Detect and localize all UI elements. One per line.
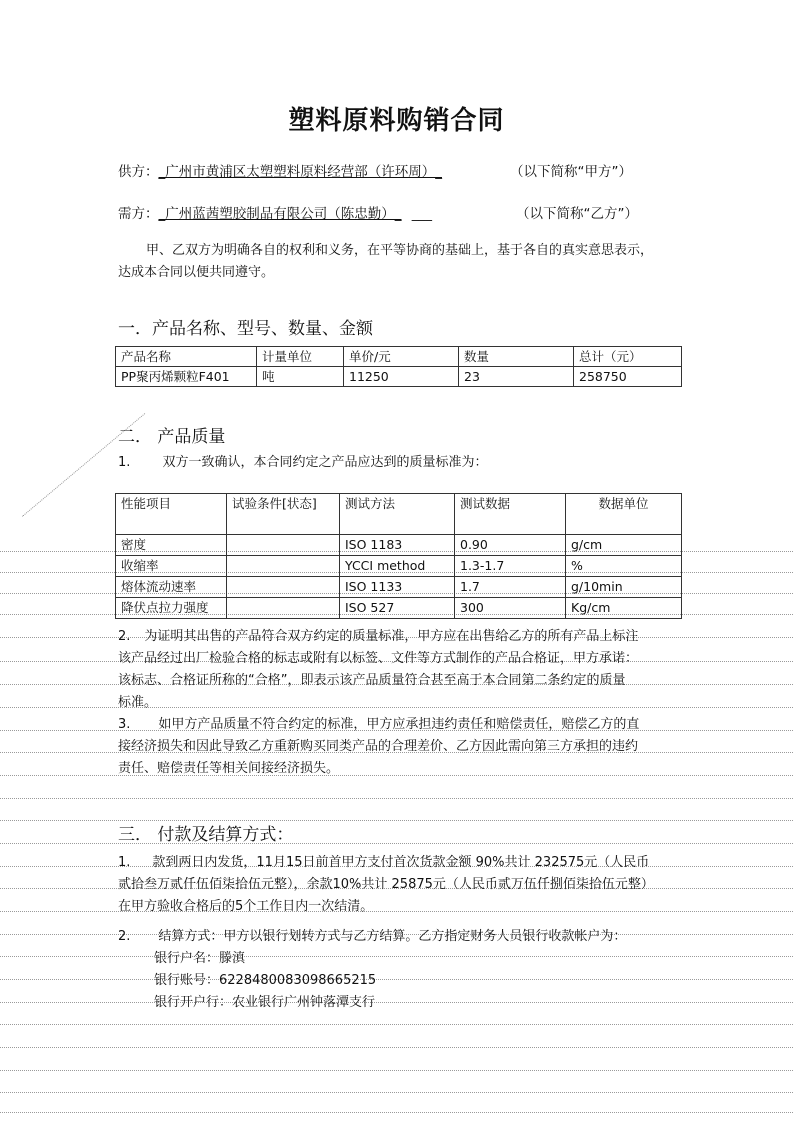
- header-cell: 测试数据: [455, 494, 566, 535]
- contract-title: 塑料原料购销合同: [288, 106, 505, 136]
- header-cell: 产品名称: [116, 347, 257, 367]
- table-cell: 300: [455, 598, 566, 619]
- table-row: [116, 367, 682, 387]
- section-2-heading: 二． 产品质量: [118, 427, 226, 447]
- quality-table: [115, 493, 682, 619]
- buyer-blank: ___: [411, 206, 433, 222]
- dotted-guide: [0, 798, 793, 799]
- header-cell: 测试方法: [340, 494, 455, 535]
- table-cell: [227, 535, 340, 556]
- table-row: [116, 577, 682, 598]
- dotted-guide: [0, 1070, 793, 1071]
- item-text-line: 款到两日内发货，11月15日前首甲方支付首次货款金额 90%共计 232575元（人民币: [152, 855, 650, 870]
- item-number: 2.: [118, 629, 131, 644]
- item-number: 2.: [118, 929, 131, 944]
- quality-item-3: [118, 714, 678, 780]
- section-3-heading: 三． 付款及结算方式：: [118, 825, 294, 845]
- table-cell: ISO 527: [340, 598, 455, 619]
- table-cell: 降伏点拉力强度: [116, 598, 227, 619]
- dotted-guide: [0, 1092, 793, 1093]
- item-text-line: 责任、赔偿责任等相关间接经济损失。: [118, 761, 340, 776]
- item-number: 1.: [118, 455, 131, 470]
- table-row: [116, 598, 682, 619]
- header-cell: 性能项目: [116, 494, 227, 535]
- bank-branch: 银行开户行：农业银行广州钟落潭支行: [154, 995, 376, 1010]
- table-cell: 0.90: [455, 535, 566, 556]
- table-cell: YCCI method: [340, 556, 455, 577]
- table-row: [116, 535, 682, 556]
- table-cell: 熔体流动速率: [116, 577, 227, 598]
- supplier-alias: （以下简称“甲方”）: [510, 164, 632, 180]
- item-number: 3.: [118, 717, 131, 732]
- dotted-guide: [0, 1047, 793, 1048]
- header-cell: 数据单位: [566, 494, 682, 535]
- table-cell: 11250: [344, 367, 459, 387]
- buyer-name: _广州蓝茜塑胶制品有限公司（陈忠勤）_: [158, 206, 402, 222]
- table-cell: 吨: [257, 367, 344, 387]
- table-cell: ISO 1133: [340, 577, 455, 598]
- payment-item-1: [118, 852, 678, 918]
- bank-account-name: 银行户名：滕滇: [154, 951, 246, 966]
- table-cell: [227, 556, 340, 577]
- table-cell: g/cm: [566, 535, 682, 556]
- intro-line-1: 甲、乙双方为明确各自的权利和义务，在平等协商的基础上，基于各自的真实意思表示，: [146, 243, 654, 258]
- table-cell: [227, 598, 340, 619]
- section-1-heading: 一．产品名称、型号、数量、金额: [118, 319, 373, 339]
- table-cell: ISO 1183: [340, 535, 455, 556]
- header-cell: 总计（元）: [574, 347, 682, 367]
- table-cell: 收缩率: [116, 556, 227, 577]
- header-cell: 单价/元: [344, 347, 459, 367]
- item-text-line: 贰拾叁万贰仟伍佰柒拾伍元整），余款10%共计 25875元（人民币贰万伍仟捌佰柒拾伍元整）: [118, 877, 654, 892]
- table-row: [116, 556, 682, 577]
- supplier-line: [118, 160, 442, 180]
- dotted-guide: [0, 1024, 793, 1025]
- table-cell: 23: [459, 367, 574, 387]
- quality-item-2: [118, 626, 678, 714]
- table-cell: [227, 577, 340, 598]
- dotted-guide: [0, 1112, 793, 1113]
- item-text-line: 为证明其出售的产品符合双方约定的质量标准，甲方应在出售给乙方的所有产品上标注: [144, 629, 639, 644]
- buyer-alias: （以下简称“乙方”）: [516, 206, 638, 222]
- item-text-line: 接经济损失和因此导致乙方重新购买同类产品的合理差价、乙方因此需向第三方承担的违约: [118, 739, 639, 754]
- payment-item-2: [118, 926, 678, 1014]
- intro-line-2: 达成本合同以便共同遵守。: [118, 265, 275, 280]
- table-cell: 1.7: [455, 577, 566, 598]
- product-table: [115, 346, 682, 387]
- table-cell: 258750: [574, 367, 682, 387]
- item-text: 结算方式：甲方以银行划转方式与乙方结算。乙方指定财务人员银行收款帐户为：: [158, 929, 627, 944]
- quality-item-1: [118, 452, 488, 474]
- supplier-name: _广州市黄浦区太塑塑料原料经营部（许环周）_: [158, 164, 442, 180]
- item-text-line: 该标志、合格证所称的“合格”，即表示该产品质量符合甚至高于本合同第二条约定的质量: [118, 673, 626, 688]
- item-text-line: 该产品经过出厂检验合格的标志或附有以标签、文件等方式制作的产品合格证，甲方承诺：: [118, 651, 639, 666]
- table-header-row: [116, 494, 682, 535]
- header-cell: 计量单位: [257, 347, 344, 367]
- item-text-line: 在甲方验收合格后的5个工作日内一次结清。: [118, 899, 374, 914]
- table-cell: %: [566, 556, 682, 577]
- header-cell: 试验条件[状态]: [227, 494, 340, 535]
- table-cell: PP聚丙烯颗粒F401: [116, 367, 257, 387]
- item-text: 双方一致确认，本合同约定之产品应达到的质量标准为：: [162, 455, 488, 470]
- table-header-row: [116, 347, 682, 367]
- buyer-label: 需方：: [118, 206, 159, 222]
- buyer-line: [118, 202, 432, 222]
- table-cell: Kg/cm: [566, 598, 682, 619]
- item-text-line: 标准。: [118, 695, 158, 710]
- item-number: 1.: [118, 855, 131, 870]
- table-cell: 密度: [116, 535, 227, 556]
- header-cell: 数量: [459, 347, 574, 367]
- supplier-label: 供方：: [118, 164, 159, 180]
- item-text-line: 如甲方产品质量不符合约定的标准，甲方应承担违约责任和赔偿责任，赔偿乙方的直: [158, 717, 640, 732]
- bank-account-number: 银行账号：6228480083098665215: [154, 973, 377, 988]
- table-cell: g/10min: [566, 577, 682, 598]
- table-cell: 1.3-1.7: [455, 556, 566, 577]
